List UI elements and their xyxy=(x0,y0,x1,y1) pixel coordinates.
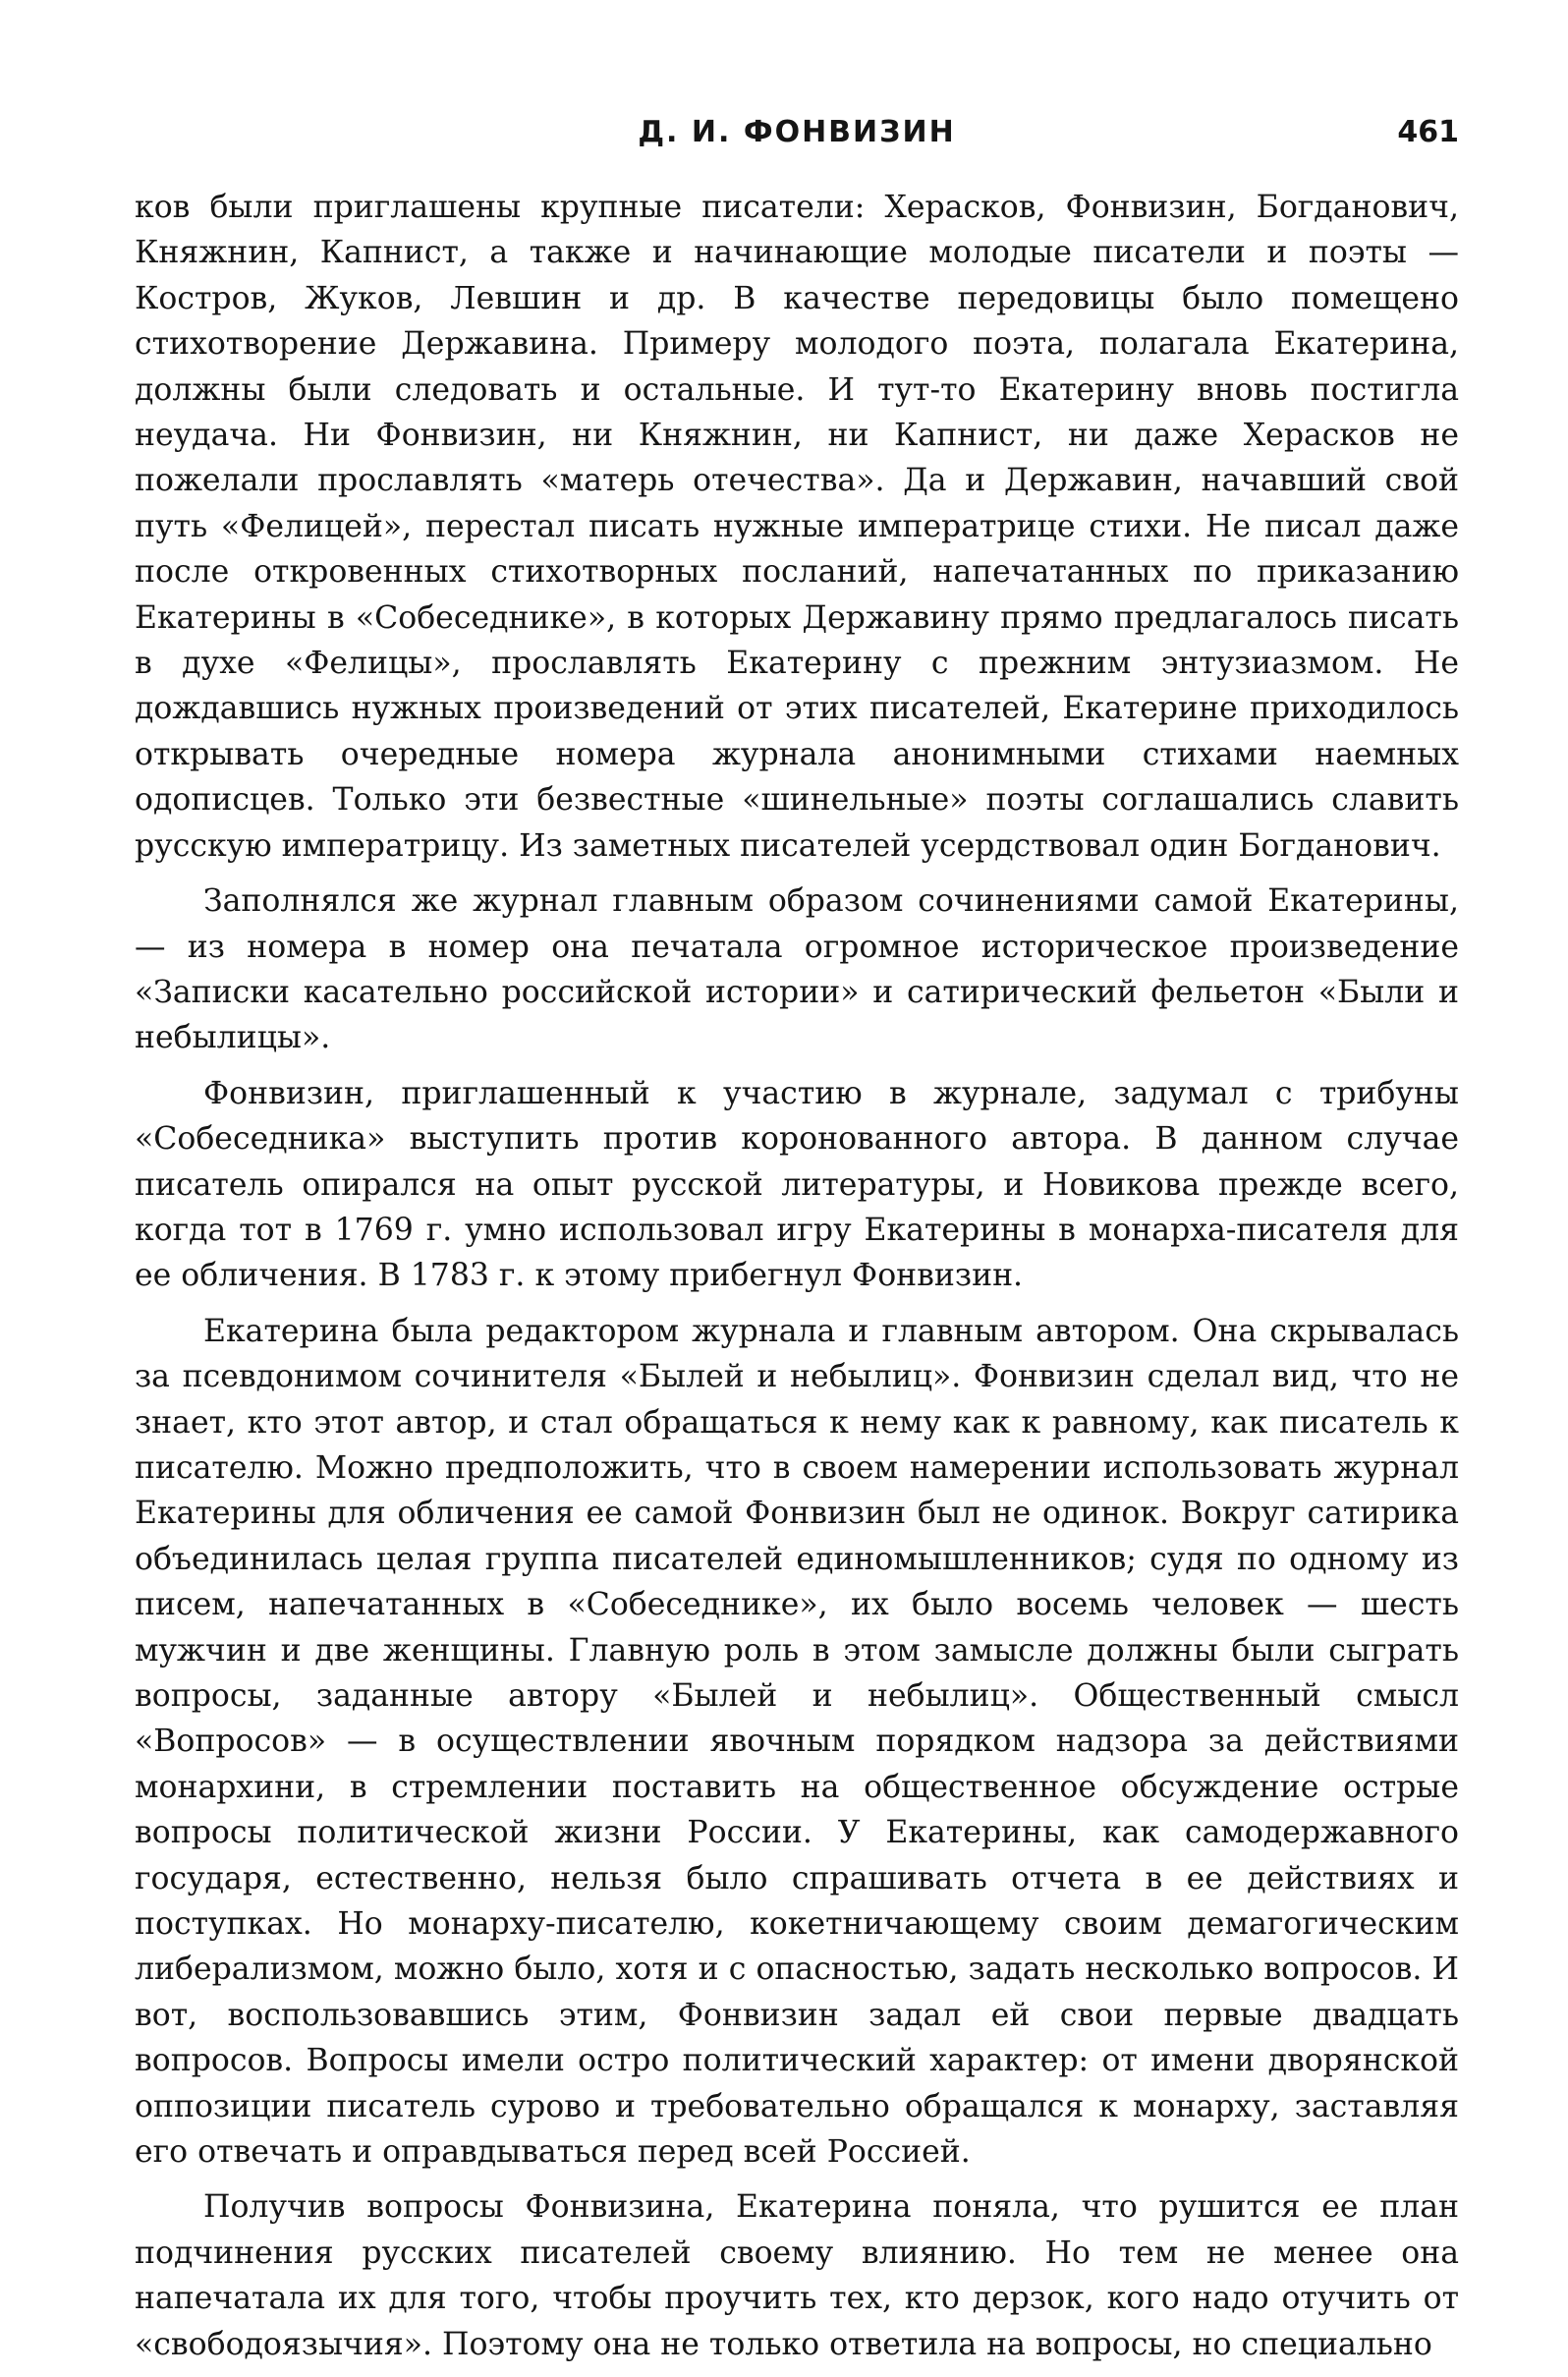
paragraph: Фонвизин, приглашенный к участию в журнале, задумал с трибуны «Собеседника» выступить против коронованного автора. В данном случае писатель опирался на опыт русской литературы, и Новикова прежде всего, когда тот в 1769 г. умно использовал игру Екатерины в монарха-писателя для ее обличения. В 1783 г. к этому прибегнул Фонвизин. xyxy=(135,1075,1459,1294)
paragraph-continued: ков были приглашены крупные писатели: Херасков, Фонвизин, Богданович, Княжнин, Капнист, а также и начинающие молодые писатели и поэты — Костров, Жуков, Левшин и др. В качестве передовицы было помещено стихотворение Державина. Примеру молодого поэта, полагала Екатерина, должны были следовать и остальные. И тут-то Екатерину вновь постигла неудача. Ни Фонвизин, ни Княжнин, ни Капнист, ни даже Херасков не пожелали прославлять «матерь отечества». Да и Державин, начавший свой путь «Фелицей», перестал писать нужные императрице стихи. Не писал даже после откровенных стихотворных посланий, напечатанных по приказанию Екатерины в «Собеседнике», в которых Державину прямо предлагалось писать в духе «Фелицы», прославлять Екатерину с прежним энтузиазмом. Не дождавшись нужных произведений от этих писателей, Екатерине приходилось открывать очередные номера журнала анонимными стихами наемных одописцев. Только эти безвестные «шинельные» поэты соглашались славить русскую императрицу. Из заметных писателей усердствовал один Богданович. xyxy=(135,190,1459,864)
body-text xyxy=(135,185,1459,2367)
paragraph: Получив вопросы Фонвизина, Екатерина поняла, что рушится ее план подчинения русских писателей своему влиянию. Но тем не менее она напечатала их для того, чтобы проучить тех, кто дерзок, кого надо отучить от «свободоязычия». Поэтому она не только ответила на вопросы, но специально xyxy=(135,2189,1459,2362)
running-title: Д. И. ФОНВИЗИН xyxy=(638,115,956,149)
paragraph: Заполнялся же журнал главным образом сочинениями самой Екатерины, — из номера в номер она печатала огромное историческое произведение «Записки касательно российской истории» и сатирический фельетон «Были и небылицы». xyxy=(135,883,1459,1056)
page-header xyxy=(135,108,1459,157)
page-number: 461 xyxy=(1397,115,1459,149)
paragraph: Екатерина была редактором журнала и главным автором. Она скрывалась за псевдонимом сочинителя «Былей и небылиц». Фонвизин сделал вид, что не знает, кто этот автор, и стал обращаться к нему как к равному, как писатель к писателю. Можно предположить, что в своем намерении использовать журнал Екатерины для обличения ее самой Фонвизин был не одинок. Вокруг сатирика объединилась целая группа писателей единомышленников; судя по одному из писем, напечатанных в «Собеседнике», их было восемь человек — шесть мужчин и две женщины. Главную роль в этом замысле должны были сыграть вопросы, заданные автору «Былей и небылиц». Общественный смысл «Вопросов» — в осуществлении явочным порядком надзора за действиями монархини, в стремлении поставить на общественное обсуждение острые вопросы политической жизни России. У Екатерины, как самодержавного государя, естественно, нельзя было спрашивать отчета в ее действиях и поступках. Но монарху-писателю, кокетничающему своим демагогическим либерализмом, можно было, хотя и с опасностью, задать несколько вопросов. И вот, воспользовавшись этим, Фонвизин задал ей свои первые двадцать вопросов. Вопросы имели остро политический характер: от имени дворянской оппозиции писатель сурово и требовательно обращался к монарху, заставляя его отвечать и оправдываться перед всей Россией. xyxy=(135,1313,1459,2171)
